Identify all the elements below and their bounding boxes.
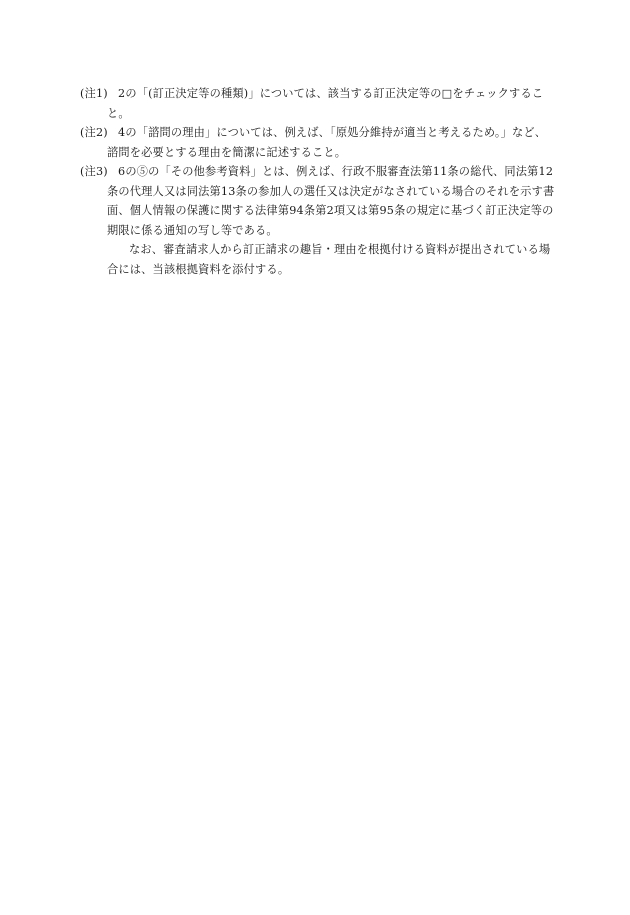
note-label: (注2) (80, 126, 108, 139)
note-1 (80, 84, 556, 123)
note-label: (注1) (80, 87, 108, 100)
note-label: (注3) (80, 165, 108, 178)
notes-section (80, 84, 556, 279)
note-3 (80, 162, 556, 279)
note-text: 6の⑤の「その他参考資料」とは、例えば、行政不服審査法第11条の総代、同法第12条の代理人又は同法第13条の参加人の選任又は決定がなされている場合のそれを示す書面、個人情報の保護に関する法律第94条第2項又は第95条の規定に基づく訂正決定等の期限に係る通知の写し等である。 (107, 165, 555, 237)
note-text: 4の「諮問の理由」については、例えば、「原処分維持が適当と考えるため。」など、諮問を必要とする理由を簡潔に記述すること。 (107, 126, 547, 159)
note-supplement: なお、審査請求人から訂正請求の趣旨・理由を根拠付ける資料が提出されている場合には、当該根拠資料を添付する。 (107, 243, 551, 276)
note-2 (80, 123, 556, 162)
note-text: 2の「(訂正決定等の種類)」については、該当する訂正決定等の□をチェックすること。 (107, 87, 544, 120)
